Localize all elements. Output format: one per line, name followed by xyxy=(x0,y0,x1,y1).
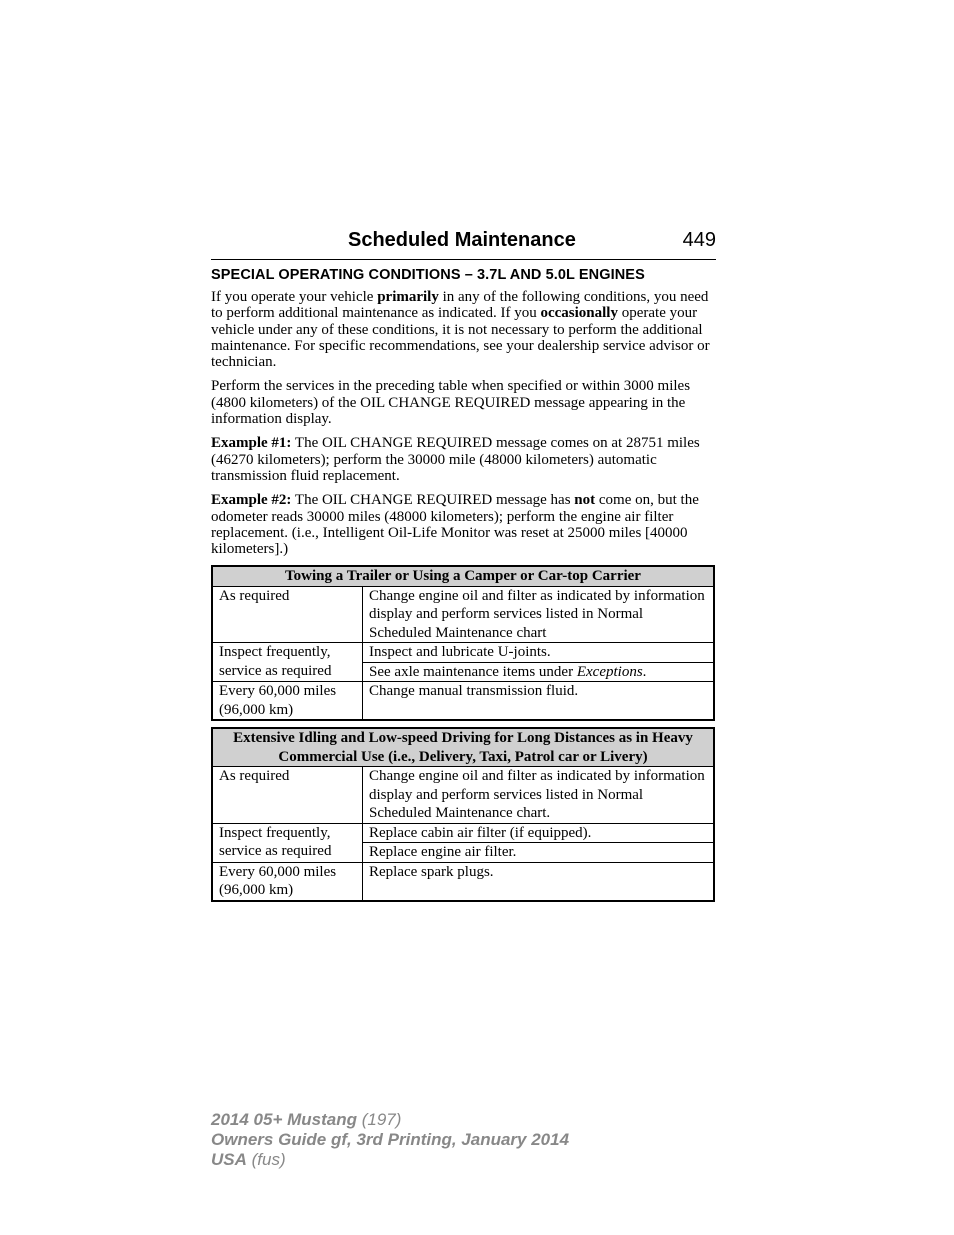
example-2-paragraph: Example #2: The OIL CHANGE REQUIRED message has not come on, but the odometer reads 30000 miles (48000 kilometers); perform the engine air filter replacement. (i.e., Intelligent Oil-Life Monitor was reset at 25000 miles [40000 kilometers].) xyxy=(211,492,699,558)
idling-table xyxy=(211,727,715,902)
table-row: Inspect frequently, service as required Replace cabin air filter (if equipped). xyxy=(212,823,714,843)
table-row: As required Change engine oil and filter as indicated by information display and perform services listed in Normal Scheduled Maintenance chart. xyxy=(212,767,714,824)
table-title: Towing a Trailer or Using a Camper or Car-top Carrier xyxy=(212,566,714,586)
page-content xyxy=(211,229,716,902)
table-row: See axle maintenance items under Exceptions. xyxy=(212,662,714,682)
table-row: Every 60,000 miles (96,000 km) Change manual transmission fluid. xyxy=(212,682,714,721)
table-row: Replace engine air filter. xyxy=(212,843,714,863)
table-row: Every 60,000 miles (96,000 km) Replace spark plugs. xyxy=(212,862,714,901)
example-1-paragraph: Example #1: The OIL CHANGE REQUIRED message comes on at 28751 miles (46270 kilometers); perform the 30000 mile (48000 kilometers) automatic transmission fluid replacement. xyxy=(211,435,700,484)
table-title: Extensive Idling and Low-speed Driving for Long Distances as in Heavy Commercial Use (i.e., Delivery, Taxi, Patrol car or Livery) xyxy=(212,728,714,767)
page-header xyxy=(211,229,716,260)
services-paragraph: Perform the services in the preceding table when specified or within 3000 miles (4800 kilometers) of the OIL CHANGE REQUIRED message appearing in the information display. xyxy=(211,378,691,428)
towing-table xyxy=(211,565,715,721)
intro-paragraph: If you operate your vehicle primarily in any of the following conditions, you need to perform additional maintenance as indicated. If you occasionally operate your vehicle under any of these conditions, it is not necessary to perform the additional maintenance. For specific recommendations, see your dealership service advisor or technician. xyxy=(211,289,710,371)
table-row: As required Change engine oil and filter as indicated by information display and perform services listed in Normal Scheduled Maintenance chart xyxy=(212,586,714,643)
section-heading: SPECIAL OPERATING CONDITIONS – 3.7L AND 5.0L ENGINES xyxy=(211,267,645,283)
page-footer: 2014 05+ Mustang (197) Owners Guide gf, 3rd Printing, January 2014 USA (fus) xyxy=(211,1110,570,1169)
page-title: Scheduled Maintenance xyxy=(348,229,576,251)
table-row: Inspect frequently, service as required Inspect and lubricate U-joints. xyxy=(212,643,714,663)
page-number: 449 xyxy=(682,229,716,251)
